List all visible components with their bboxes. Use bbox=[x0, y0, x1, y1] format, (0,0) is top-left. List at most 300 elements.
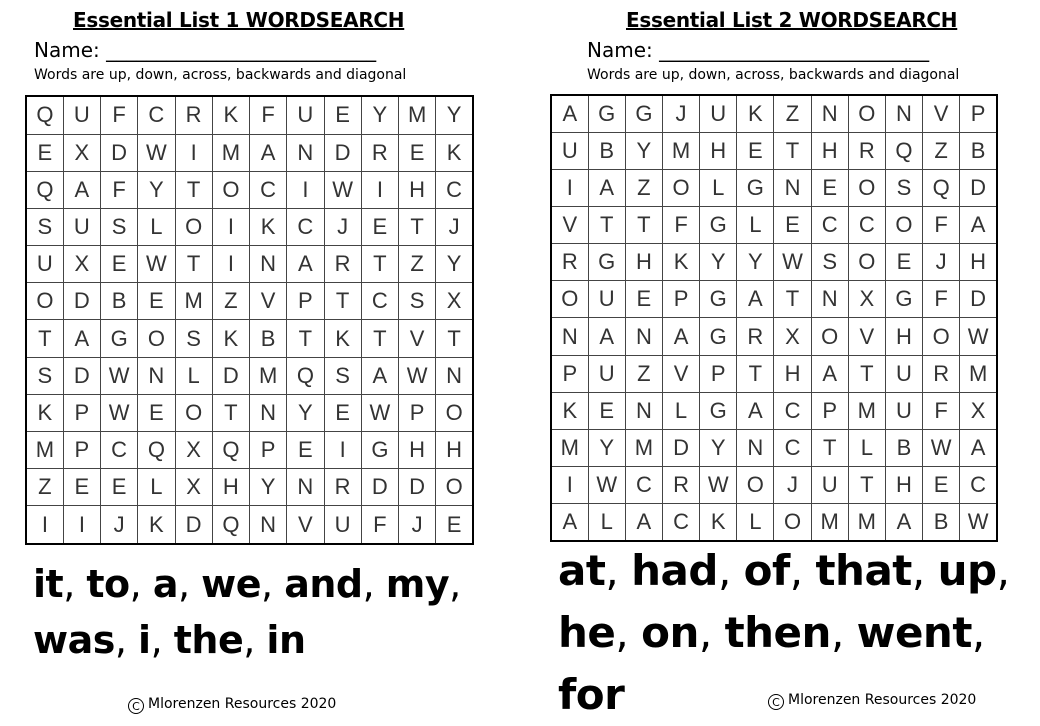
letter-grid bbox=[25, 95, 474, 545]
copyright-text: Mlorenzen Resources 2020 bbox=[148, 696, 337, 712]
grid-cell: K bbox=[700, 503, 737, 541]
grid-cell: D bbox=[324, 134, 361, 171]
grid-cell: T bbox=[848, 466, 885, 503]
grid-cell: Y bbox=[700, 244, 737, 281]
grid-cell: K bbox=[138, 506, 175, 544]
grid-cell: I bbox=[63, 506, 100, 544]
grid-cell: Z bbox=[625, 355, 662, 392]
grid-cell: P bbox=[287, 283, 324, 320]
grid-cell: F bbox=[250, 96, 287, 134]
copyright-icon: C bbox=[768, 694, 784, 710]
grid-cell: X bbox=[63, 134, 100, 171]
grid-cell: L bbox=[737, 503, 774, 541]
grid-cell: D bbox=[63, 357, 100, 394]
grid-cell: H bbox=[885, 466, 922, 503]
grid-cell: C bbox=[774, 429, 811, 466]
grid-cell: U bbox=[287, 96, 324, 134]
grid-cell: W bbox=[923, 429, 960, 466]
grid-cell: C bbox=[662, 503, 699, 541]
grid-cell: A bbox=[737, 392, 774, 429]
grid-cell: M bbox=[662, 133, 699, 170]
grid-cell: N bbox=[625, 392, 662, 429]
grid-cell: Q bbox=[287, 357, 324, 394]
grid-cell: H bbox=[625, 244, 662, 281]
grid-cell: A bbox=[588, 170, 625, 207]
grid-cell: A bbox=[551, 95, 588, 133]
grid-cell: N bbox=[250, 246, 287, 283]
grid-row bbox=[26, 432, 473, 469]
grid-cell: K bbox=[662, 244, 699, 281]
grid-cell: Z bbox=[26, 469, 63, 506]
grid-cell: A bbox=[361, 357, 398, 394]
grid-cell: O bbox=[212, 171, 249, 208]
grid-cell: O bbox=[848, 95, 885, 133]
word-item: was bbox=[33, 618, 115, 662]
grid-cell: T bbox=[212, 394, 249, 431]
grid-row bbox=[26, 357, 473, 394]
grid-cell: L bbox=[848, 429, 885, 466]
grid-cell: W bbox=[700, 466, 737, 503]
grid-cell: T bbox=[436, 320, 473, 357]
grid-cell: Y bbox=[361, 96, 398, 134]
grid-row bbox=[26, 171, 473, 208]
grid-cell: O bbox=[774, 503, 811, 541]
grid-cell: A bbox=[960, 207, 997, 244]
grid-cell: R bbox=[737, 318, 774, 355]
grid-cell: Y bbox=[737, 244, 774, 281]
grid-cell: D bbox=[960, 170, 997, 207]
grid-cell: M bbox=[26, 432, 63, 469]
grid-cell: N bbox=[250, 506, 287, 544]
grid-cell: V bbox=[848, 318, 885, 355]
grid-cell: U bbox=[551, 133, 588, 170]
grid-cell: H bbox=[212, 469, 249, 506]
grid-cell: A bbox=[960, 429, 997, 466]
word-separator: , bbox=[789, 546, 816, 595]
grid-row bbox=[551, 170, 997, 207]
grid-cell: Z bbox=[774, 95, 811, 133]
grid-cell: M bbox=[848, 392, 885, 429]
grid-row bbox=[26, 320, 473, 357]
grid-cell: F bbox=[361, 506, 398, 544]
grid-cell: U bbox=[885, 355, 922, 392]
grid-cell: U bbox=[63, 208, 100, 245]
grid-cell: I bbox=[287, 171, 324, 208]
word-separator: , bbox=[830, 608, 857, 657]
word-separator: , bbox=[911, 546, 938, 595]
grid-cell: U bbox=[811, 466, 848, 503]
grid-cell: G bbox=[885, 281, 922, 318]
grid-cell: E bbox=[774, 207, 811, 244]
grid-cell: R bbox=[175, 96, 212, 134]
grid-cell: X bbox=[960, 392, 997, 429]
grid-cell: O bbox=[811, 318, 848, 355]
word-item: and bbox=[284, 562, 363, 606]
grid-cell: A bbox=[625, 503, 662, 541]
grid-cell: G bbox=[101, 320, 138, 357]
grid-cell: V bbox=[399, 320, 436, 357]
grid-cell: W bbox=[774, 244, 811, 281]
grid-row bbox=[26, 96, 473, 134]
grid-cell: O bbox=[848, 244, 885, 281]
grid-cell: M bbox=[625, 429, 662, 466]
grid-cell: Z bbox=[212, 283, 249, 320]
grid-cell: L bbox=[175, 357, 212, 394]
grid-cell: W bbox=[138, 134, 175, 171]
grid-cell: E bbox=[287, 432, 324, 469]
grid-cell: H bbox=[436, 432, 473, 469]
grid-cell: O bbox=[138, 320, 175, 357]
grid-cell: G bbox=[737, 170, 774, 207]
page-title: Essential List 1 WORDSEARCH bbox=[73, 8, 405, 32]
grid-cell: Y bbox=[250, 469, 287, 506]
grid-cell: K bbox=[212, 96, 249, 134]
grid-cell: E bbox=[101, 246, 138, 283]
word-item: the bbox=[173, 618, 244, 662]
grid-cell: O bbox=[885, 207, 922, 244]
grid-cell: Q bbox=[923, 170, 960, 207]
word-list bbox=[33, 556, 503, 668]
word-separator: , bbox=[243, 618, 267, 662]
grid-cell: N bbox=[287, 469, 324, 506]
grid-cell: S bbox=[175, 320, 212, 357]
word-item: went bbox=[856, 608, 972, 657]
grid-cell: W bbox=[101, 394, 138, 431]
word-item: up bbox=[937, 546, 997, 595]
letter-grid bbox=[550, 94, 998, 542]
grid-cell: V bbox=[287, 506, 324, 544]
grid-cell: P bbox=[399, 394, 436, 431]
grid-cell: T bbox=[848, 355, 885, 392]
grid-cell: R bbox=[923, 355, 960, 392]
grid-cell: B bbox=[588, 133, 625, 170]
grid-cell: T bbox=[399, 208, 436, 245]
grid-cell: L bbox=[138, 208, 175, 245]
grid-cell: Y bbox=[436, 246, 473, 283]
grid-cell: O bbox=[175, 394, 212, 431]
grid-cell: O bbox=[551, 281, 588, 318]
grid-cell: A bbox=[287, 246, 324, 283]
grid-cell: K bbox=[324, 320, 361, 357]
grid-cell: G bbox=[700, 318, 737, 355]
grid-cell: T bbox=[811, 429, 848, 466]
grid-cell: C bbox=[361, 283, 398, 320]
grid-cell: M bbox=[848, 503, 885, 541]
grid-cell: P bbox=[662, 281, 699, 318]
grid-cell: J bbox=[662, 95, 699, 133]
grid-cell: T bbox=[175, 171, 212, 208]
grid-cell: D bbox=[212, 357, 249, 394]
grid-cell: Q bbox=[212, 432, 249, 469]
word-item: of bbox=[743, 546, 790, 595]
grid-cell: Y bbox=[625, 133, 662, 170]
grid-cell: K bbox=[436, 134, 473, 171]
grid-cell: C bbox=[101, 432, 138, 469]
grid-cell: M bbox=[212, 134, 249, 171]
grid-cell: Y bbox=[138, 171, 175, 208]
word-item: had bbox=[631, 546, 718, 595]
grid-cell: M bbox=[960, 355, 997, 392]
grid-cell: T bbox=[324, 283, 361, 320]
grid-cell: E bbox=[737, 133, 774, 170]
grid-cell: E bbox=[399, 134, 436, 171]
grid-cell: X bbox=[175, 432, 212, 469]
grid-cell: H bbox=[774, 355, 811, 392]
grid-cell: Z bbox=[399, 246, 436, 283]
grid-row bbox=[26, 394, 473, 431]
grid-cell: E bbox=[811, 170, 848, 207]
grid-cell: W bbox=[324, 171, 361, 208]
grid-cell: A bbox=[811, 355, 848, 392]
grid-row bbox=[26, 506, 473, 544]
grid-cell: B bbox=[101, 283, 138, 320]
grid-cell: V bbox=[551, 207, 588, 244]
grid-row bbox=[551, 466, 997, 503]
grid-cell: D bbox=[960, 281, 997, 318]
grid-row bbox=[551, 207, 997, 244]
grid-cell: L bbox=[737, 207, 774, 244]
grid-cell: C bbox=[625, 466, 662, 503]
grid-cell: W bbox=[361, 394, 398, 431]
grid-cell: M bbox=[175, 283, 212, 320]
word-separator: , bbox=[996, 546, 1010, 595]
grid-cell: K bbox=[737, 95, 774, 133]
grid-cell: E bbox=[436, 506, 473, 544]
grid-cell: H bbox=[399, 171, 436, 208]
grid-cell: L bbox=[662, 392, 699, 429]
grid-cell: K bbox=[551, 392, 588, 429]
grid-cell: I bbox=[361, 171, 398, 208]
grid-cell: F bbox=[101, 171, 138, 208]
copyright-icon: C bbox=[128, 698, 144, 714]
grid-row bbox=[551, 392, 997, 429]
grid-cell: B bbox=[250, 320, 287, 357]
instructions-text: Words are up, down, across, backwards and diagonal bbox=[34, 67, 407, 83]
grid-cell: I bbox=[551, 170, 588, 207]
grid-cell: T bbox=[361, 320, 398, 357]
grid-cell: U bbox=[63, 96, 100, 134]
grid-cell: I bbox=[324, 432, 361, 469]
grid-cell: F bbox=[101, 96, 138, 134]
grid-cell: O bbox=[737, 466, 774, 503]
grid-row bbox=[26, 469, 473, 506]
grid-cell: S bbox=[324, 357, 361, 394]
grid-cell: D bbox=[662, 429, 699, 466]
grid-cell: Q bbox=[212, 506, 249, 544]
word-separator: , bbox=[150, 618, 174, 662]
grid-cell: N bbox=[774, 170, 811, 207]
grid-row bbox=[26, 283, 473, 320]
grid-cell: W bbox=[138, 246, 175, 283]
grid-cell: D bbox=[63, 283, 100, 320]
grid-row bbox=[551, 429, 997, 466]
grid-cell: I bbox=[26, 506, 63, 544]
grid-cell: E bbox=[101, 469, 138, 506]
grid-cell: I bbox=[551, 466, 588, 503]
grid-cell: H bbox=[960, 244, 997, 281]
word-separator: , bbox=[114, 618, 139, 662]
grid-cell: E bbox=[923, 466, 960, 503]
grid-cell: H bbox=[399, 432, 436, 469]
grid-row bbox=[551, 133, 997, 170]
grid-cell: T bbox=[625, 207, 662, 244]
grid-cell: J bbox=[101, 506, 138, 544]
grid-cell: O bbox=[662, 170, 699, 207]
grid-cell: Q bbox=[26, 171, 63, 208]
grid-cell: C bbox=[848, 207, 885, 244]
grid-cell: A bbox=[63, 320, 100, 357]
word-item: at bbox=[558, 546, 606, 595]
grid-cell: E bbox=[138, 394, 175, 431]
word-item: i bbox=[138, 618, 151, 662]
grid-row bbox=[551, 95, 997, 133]
grid-cell: G bbox=[700, 281, 737, 318]
grid-cell: C bbox=[436, 171, 473, 208]
grid-cell: E bbox=[588, 392, 625, 429]
grid-cell: K bbox=[26, 394, 63, 431]
grid-cell: R bbox=[324, 469, 361, 506]
word-item: my bbox=[385, 562, 450, 606]
grid-cell: I bbox=[212, 208, 249, 245]
grid-cell: E bbox=[885, 244, 922, 281]
grid-cell: A bbox=[662, 318, 699, 355]
grid-cell: X bbox=[774, 318, 811, 355]
word-item: to bbox=[86, 562, 130, 606]
grid-cell: N bbox=[625, 318, 662, 355]
grid-cell: E bbox=[63, 469, 100, 506]
grid-cell: B bbox=[960, 133, 997, 170]
grid-cell: G bbox=[625, 95, 662, 133]
grid-cell: V bbox=[923, 95, 960, 133]
grid-cell: J bbox=[923, 244, 960, 281]
grid-cell: E bbox=[625, 281, 662, 318]
grid-cell: W bbox=[588, 466, 625, 503]
grid-cell: Y bbox=[588, 429, 625, 466]
grid-cell: P bbox=[250, 432, 287, 469]
grid-cell: I bbox=[175, 134, 212, 171]
grid-cell: V bbox=[250, 283, 287, 320]
grid-cell: S bbox=[101, 208, 138, 245]
word-separator: , bbox=[605, 546, 632, 595]
grid-cell: E bbox=[138, 283, 175, 320]
grid-cell: X bbox=[63, 246, 100, 283]
grid-cell: P bbox=[811, 392, 848, 429]
grid-cell: G bbox=[700, 207, 737, 244]
grid-cell: T bbox=[737, 355, 774, 392]
grid-cell: R bbox=[551, 244, 588, 281]
word-item: he bbox=[558, 608, 616, 657]
word-separator: , bbox=[129, 562, 153, 606]
grid-cell: P bbox=[63, 394, 100, 431]
grid-cell: G bbox=[588, 95, 625, 133]
grid-cell: A bbox=[737, 281, 774, 318]
grid-cell: D bbox=[361, 469, 398, 506]
grid-cell: S bbox=[885, 170, 922, 207]
grid-cell: N bbox=[138, 357, 175, 394]
grid-cell: B bbox=[885, 429, 922, 466]
grid-cell: C bbox=[960, 466, 997, 503]
grid-cell: U bbox=[588, 281, 625, 318]
grid-cell: J bbox=[399, 506, 436, 544]
grid-cell: H bbox=[885, 318, 922, 355]
grid-cell: L bbox=[700, 170, 737, 207]
word-item: for bbox=[558, 670, 625, 719]
grid-cell: W bbox=[960, 503, 997, 541]
grid-cell: T bbox=[26, 320, 63, 357]
grid-cell: K bbox=[212, 320, 249, 357]
word-item: that bbox=[815, 546, 912, 595]
grid-cell: V bbox=[662, 355, 699, 392]
grid-cell: E bbox=[324, 394, 361, 431]
grid-cell: T bbox=[774, 133, 811, 170]
grid-cell: Y bbox=[700, 429, 737, 466]
grid-cell: T bbox=[287, 320, 324, 357]
grid-cell: G bbox=[588, 244, 625, 281]
grid-cell: W bbox=[960, 318, 997, 355]
grid-cell: E bbox=[324, 96, 361, 134]
grid-cell: C bbox=[138, 96, 175, 134]
grid-cell: N bbox=[250, 394, 287, 431]
grid-cell: A bbox=[588, 318, 625, 355]
grid-row bbox=[551, 244, 997, 281]
grid-row bbox=[551, 281, 997, 318]
grid-cell: S bbox=[399, 283, 436, 320]
word-item: on bbox=[641, 608, 699, 657]
word-separator: , bbox=[261, 562, 285, 606]
word-item: in bbox=[266, 618, 306, 662]
grid-cell: X bbox=[436, 283, 473, 320]
grid-cell: C bbox=[250, 171, 287, 208]
grid-cell: N bbox=[551, 318, 588, 355]
grid-cell: H bbox=[811, 133, 848, 170]
word-separator: , bbox=[362, 562, 386, 606]
instructions-text: Words are up, down, across, backwards and diagonal bbox=[587, 67, 960, 83]
grid-cell: O bbox=[436, 469, 473, 506]
grid-cell: A bbox=[250, 134, 287, 171]
grid-cell: E bbox=[26, 134, 63, 171]
grid-cell: O bbox=[923, 318, 960, 355]
grid-cell: J bbox=[774, 466, 811, 503]
grid-cell: W bbox=[101, 357, 138, 394]
grid-cell: U bbox=[26, 246, 63, 283]
grid-cell: F bbox=[923, 207, 960, 244]
grid-cell: R bbox=[324, 246, 361, 283]
grid-cell: M bbox=[399, 96, 436, 134]
grid-cell: D bbox=[101, 134, 138, 171]
grid-cell: Q bbox=[138, 432, 175, 469]
grid-cell: U bbox=[588, 355, 625, 392]
grid-cell: X bbox=[175, 469, 212, 506]
grid-cell: N bbox=[885, 95, 922, 133]
grid-row bbox=[551, 503, 997, 541]
grid-cell: Q bbox=[26, 96, 63, 134]
grid-cell: C bbox=[811, 207, 848, 244]
grid-cell: S bbox=[26, 208, 63, 245]
grid-cell: U bbox=[885, 392, 922, 429]
grid-cell: S bbox=[811, 244, 848, 281]
grid-cell: F bbox=[923, 392, 960, 429]
grid-cell: E bbox=[361, 208, 398, 245]
grid-cell: R bbox=[361, 134, 398, 171]
grid-cell: M bbox=[811, 503, 848, 541]
grid-cell: O bbox=[436, 394, 473, 431]
grid-cell: M bbox=[551, 429, 588, 466]
grid-cell: H bbox=[700, 133, 737, 170]
word-item: a bbox=[152, 562, 178, 606]
grid-cell: P bbox=[551, 355, 588, 392]
grid-cell: T bbox=[175, 246, 212, 283]
grid-cell: O bbox=[175, 208, 212, 245]
